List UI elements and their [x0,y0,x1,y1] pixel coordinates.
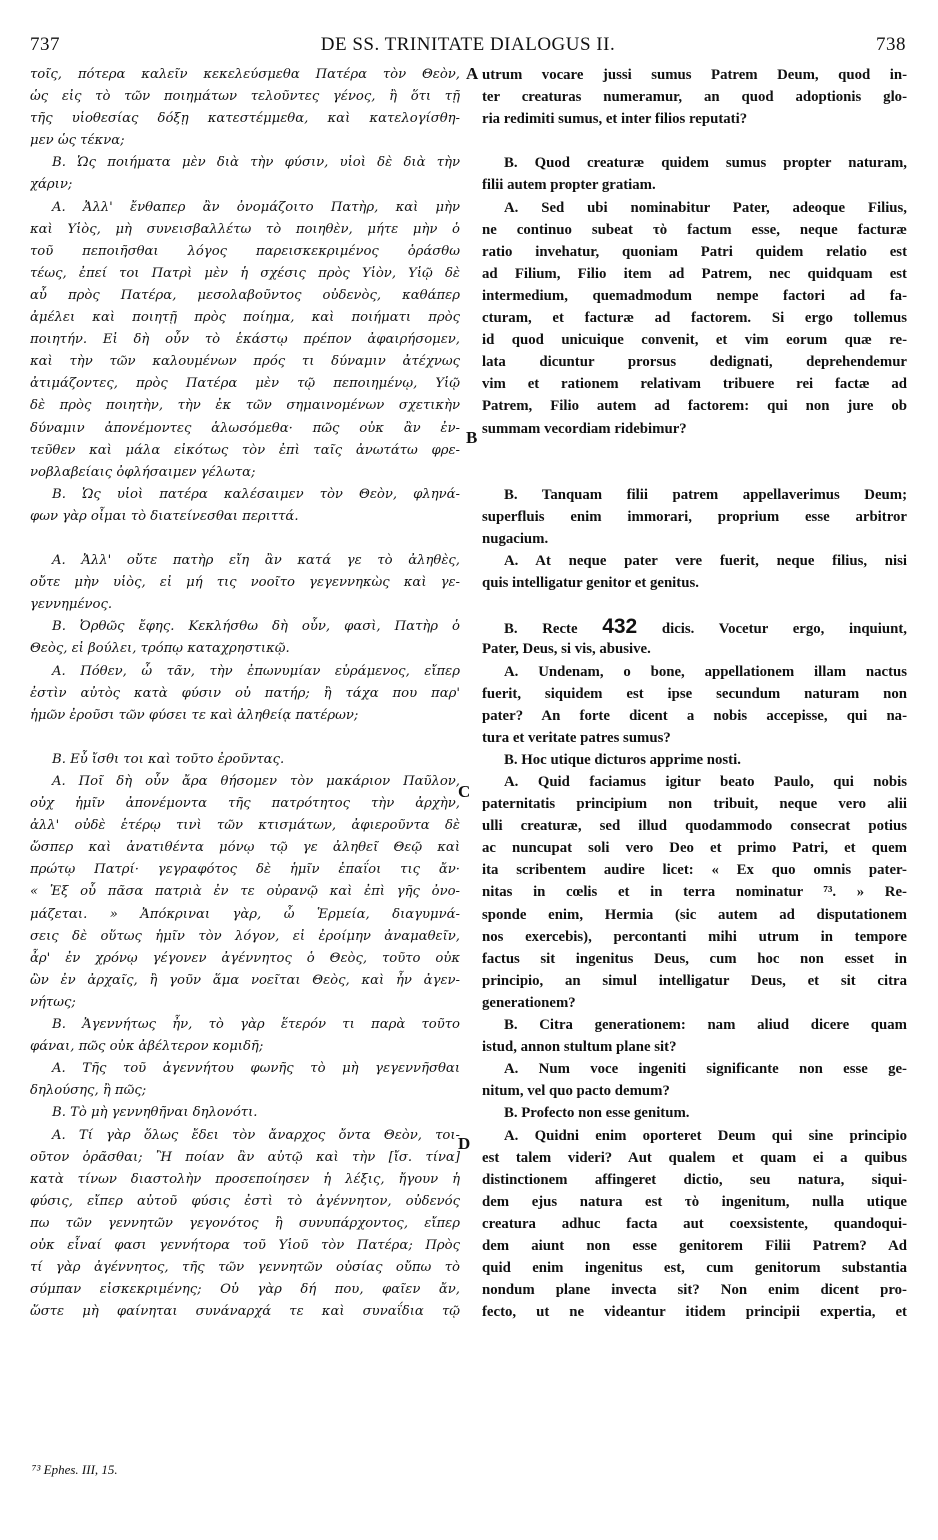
greek-line: πρώτῳ Πατρί· γεγραφότος δὲ ἡμῖν ἐπαΐοι τις ἄν· [30,862,460,878]
latin-line: ne continuo subeat τὸ factum esse, neque facturæ [482,221,907,238]
latin-recte-post: dicis. Vocetur ergo, inquiunt, [637,621,907,638]
greek-line: αὖ πρὸς Πατέρα, μεσολαβοῦντος οὐδενὸς, καθάπερ [30,287,460,303]
greek-line: τί γὰρ ἀγέννητος, τῆς τῶν γεννητῶν οὐσίας οὔπω τὸ [30,1260,460,1276]
latin-line: ulli creaturæ, sed illud quodammodo consecrat potius [482,818,907,835]
latin-line: B. Citra generationem: nam aliud dicere quam [504,1017,907,1034]
latin-line: quid enim ingenitus est, cum genitorum substantia [482,1260,907,1277]
latin-line: A. At neque pater vere fuerit, neque filius, nisi [504,553,907,570]
latin-line: nitum, vel quo pacto demum? [482,1083,670,1100]
greek-line: νοβλαβείαις ὀφλήσαιμεν γέλωτα; [30,464,256,480]
greek-line: καὶ Υἱὸς, μὴ συνεισβαλλέτω τὸ ποιηθὲν, μήτε μὴν ὁ [30,221,460,237]
greek-line: σεις δὲ οὕτως ἡμῖν τὸν λόγον, εἰ ἐροίμην ἀναμαθεῖν, [30,928,460,944]
greek-line: μεν ὡς τέκνα; [30,133,125,149]
greek-line: οῦτον ὁρᾶσθαι; Ἢ ποίαν ἂν αὐτῷ καὶ τὴν [ἴσ. τίνα] [30,1149,460,1165]
latin-line: B. Hoc utique dicturos apprime nosti. [504,751,741,768]
greek-line: ὢν ἐν ἀρχαῖς, ἢ γοῦν ἅμα νοεῖται Θεὸς, καὶ ἦν ἀγεν- [30,972,460,988]
greek-line: A. Ἀλλ' οὔτε πατὴρ εἴη ἂν κατά γε τὸ ἀληθὲς, [52,553,460,569]
latin-line: quis intelligatur genitor et genitus. [482,575,699,592]
latin-line: factus sit ingenitus Deus, cum hoc non esset in [482,950,907,967]
running-header [30,34,906,60]
greek-line: ἀμέλει καὶ ποιητῇ πρὸς ποίημα, καὶ ποιήματι πρὸς [30,310,460,326]
greek-line: σύμπαν εἰσκεκριμένης; Οὐ γὰρ δή που, φαῖεν ἄν, [30,1282,460,1298]
greek-line: B. Εὖ ἴσθι τοι καὶ τοῦτο ἐροῦντας. [52,751,285,767]
latin-line: ac nuncupat soli vero Deo et primo Patri, et quem [482,840,907,857]
latin-line: cturam, et facturæ ad factorem. Si ergo tollemus [482,310,907,327]
section-marker-b: B [466,428,478,447]
latin-line: ratio invehatur, quoniam Patri quidem relatio est [482,243,907,260]
latin-line: A. Num voce ingeniti significante non esse ge- [504,1061,907,1078]
latin-recte-pre: B. Recte [504,621,603,638]
latin-line: creatura adhuc facta aut coexsistente, quandoqui- [482,1215,907,1232]
greek-line: φάναι, πῶς οὐκ ἀβέλτερον κομιδῆ; [30,1039,264,1055]
latin-line: summam vecordiam ridebimur? [482,420,687,437]
section-marker-d: D [458,1134,471,1153]
latin-line: ad Filium, Filio item ad Patrem, nec quidquam est [482,265,907,282]
greek-line: γεννημένος. [30,597,113,613]
greek-line: καὶ τὴν τῶν καλουμένων πρός τι δύναμιν ἀτέχνως [30,354,460,370]
greek-line: οὐκ εἶναί φασι γεννήτορα τοῦ Υἱοῦ τὸν Πατέρα; Πρὸς [30,1237,460,1253]
greek-line: ὥστε μὴ φαίνηται συνάναρχά τε καὶ συναΐδια τῷ [30,1304,460,1320]
latin-line: nos exercebis), percontanti mihi utrum in tempore [482,928,907,945]
latin-line: A. Sed ubi nominabitur Pater, adeoque Filius, [504,199,907,216]
section-marker-a: A [466,64,479,83]
latin-line: Patrem, Filio autem ad factorem: qui non jure ob [482,398,907,415]
latin-line: dem aiunt non esse genitorem Filii Patrem? Ad [482,1237,907,1254]
greek-line: ὥσπερ καὶ ἀνατιθέντα μόνῳ τῷ γε ἀληθεῖ Θεῷ καὶ [30,840,460,856]
greek-line: φων γὰρ οἶμαι τὸ διατείνεσθαι περιττά. [30,508,299,524]
footnote: ⁷³ Ephes. III, 15. [32,1462,118,1477]
latin-line: filii autem propter gratiam. [482,177,656,194]
greek-column [30,64,460,1323]
greek-line: B. Ὀρθῶς ἔφης. Κεκλήσθω δὴ οὖν, φασὶ, Πατὴρ ὁ [52,619,460,635]
greek-line: ἆρ' ἐν χρόνῳ γέγονεν ἀγέννητος ὁ Θεὸς, τοῦτο οὐκ [30,950,460,966]
greek-line: ὡς εἰς τὸ τῶν ποιημάτων τελοῦντες γένος, ἢ ὅτι τῇ [30,89,460,105]
latin-line: ita scribentem audire licet: « Ex quo omnis pater- [482,862,907,879]
latin-line: paternitatis principium non tribuit, neque vero alii [482,796,907,813]
greek-line: A. Τῆς τοῦ ἀγεννήτου φωνῆς τὸ μὴ γεγεννῆσθαι [52,1061,460,1077]
greek-line: A. Ἀλλ' ἔνθαπερ ἂν ὀνομάζοιτο Πατὴρ, καὶ μὴν [52,199,460,215]
greek-line: ἡμῶν ἐροῦσι τῶν φύσει τε καὶ ἀληθείᾳ πατέρων; [30,707,359,723]
latin-line: tura et veritate patres sumus? [482,729,671,746]
latin-line: generationem? [482,994,576,1011]
greek-line: A. Τί γὰρ ὅλως ἔδει τὸν ἄναρχος ὄντα Θεὸν, τοι- [52,1127,460,1143]
greek-line: B. Ὡς ποιήματα μὲν διὰ τὴν φύσιν, υἱοὶ δὲ διὰ τὴν [52,155,460,171]
latin-line: Pater, Deus, si vis, abusive. [482,641,651,658]
page-number-right: 738 [876,34,906,55]
greek-line: τοῖς, πότερα καλεῖν κεκελεύσμεθα Πατέρα τὸν Θεὸν, [30,67,460,82]
latin-line: ter creaturas numeramur, an quod adoptionis glo- [482,89,907,106]
greek-line: οὔτε μὴν υἱὸς, εἰ μή τις νοοῖτο γεγεννηκὼς καὶ γε- [30,575,460,591]
greek-line: B. Ἀγεννήτως ἦν, τὸ γὰρ ἕτερόν τι παρὰ τοῦτο [52,1017,460,1033]
greek-line: A. Πόθεν, ὦ τᾶν, τὴν ἐπωνυμίαν εὑράμενος, εἴπερ [52,663,460,679]
latin-line: dem ejus natura est τὸ ingenitum, nulla utique [482,1193,907,1210]
greek-line: ἀτιμάζοντες, πρὸς Πατέρα μὲν τῷ πεποιημένῳ, Υἱῷ [30,376,460,392]
latin-line: id quod unicuique convenit, et vim eorum quæ re- [482,332,907,349]
greek-line: ποιητήν. Εἰ δὴ οὖν τὸ ἑκάστῳ πρέπον ἀφαιρήσομεν, [30,332,460,348]
greek-line: χάριν; [30,177,73,193]
latin-line [482,616,907,638]
latin-line: utrum vocare jussi sumus Patrem Deum, quod in- [482,67,907,83]
latin-line: principio, an simul intelligatur Deus, et sit citra [482,972,907,989]
latin-line: A. Quid faciamus igitur beato Paulo, qui nobis [504,774,907,790]
latin-line: sponde enim, Hermia (sic autem ad disputationem [482,906,907,923]
latin-line: B. Profecto non esse genitum. [504,1105,690,1122]
latin-line: superfluis enim immorari, proprium esse arbitror [482,508,907,525]
latin-column [482,64,907,1323]
latin-line: lata dicuntur prorsus dedignati, deprehendemur [482,354,907,371]
latin-line: distinctionem affingeret dictio, seu natura, siqui- [482,1171,907,1188]
latin-line: B. Tanquam filii patrem appellaverimus Deum; [504,486,907,503]
greek-line: φύσις, εἴπερ αὐτοῦ φύσις ἐστὶ τὸ ἀγέννητον, οὐδενός [30,1193,460,1209]
running-title: DE SS. TRINITATE DIALOGUS II. [320,34,616,55]
latin-line: ria redimiti sumus, et inter filios reputati? [482,111,748,128]
column-number: 432 [602,616,638,639]
latin-line: vim et rationem relativam tribuere rei factæ ad [482,376,907,393]
greek-line: τεῦθεν καὶ μάλα εἰκότως τὸν ἐπὶ ταῖς ἀνωτάτω φρε- [30,442,460,458]
page-number-left: 737 [30,34,60,55]
latin-line: est talem videri? Aut qualem et quam ei a quibus [482,1149,907,1166]
greek-line: μάζεται. » Ἀπόκριναι γὰρ, ὦ Ἑρμεία, διαγυμνά- [30,906,460,922]
greek-line: τέως, ἐπεί τοι Πατρὶ μὲν ἡ σχέσις πρὸς Υἱὸν, Υἱῷ δὲ [30,265,460,281]
greek-line: ἀλλ' οὐδὲ ἑτέρῳ τινὶ τῶν κτισμάτων, ἀφιεροῦντα δὲ [30,818,460,834]
latin-line: nugacium. [482,530,549,547]
greek-line: πω τῶν γεννητῶν γεγονότος ἢ συνυπάρχοντος, εἴπερ [30,1215,460,1231]
section-marker-c: C [458,782,471,801]
greek-line: B. Ὡς υἱοὶ πατέρα καλέσαιμεν τὸν Θεὸν, φληνά- [52,486,460,502]
greek-line: οὐχ ἡμῖν ἀπονέμοντα τῆς πατρότητος τὴν ἀρχὴν, [30,796,460,812]
greek-line: τῆς υἱοθεσίας δόξῃ κατεστέμμεθα, καὶ κατελογίσθη- [30,111,460,127]
greek-line: κατὰ τίνων διαστολὴν προσεποίησεν ἡ λέξις, ἤγουν ἡ [30,1171,460,1187]
latin-line: intermedium, quemadmodum nempe factori ad fa- [482,287,907,304]
latin-line: istud, annon stultum plane sit? [482,1039,677,1056]
greek-line: νήτως; [30,994,76,1010]
greek-line: « Ἐξ οὗ πᾶσα πατριὰ ἐν τε οὐρανῷ καὶ ἐπὶ γῆς ὀνο- [30,884,460,900]
latin-line: nitas in cœlis et in terra nominatur ⁷³. » Re- [482,884,907,901]
greek-line: δύναμιν ἀπονέμοντες ἁλωσόμεθα· πῶς οὐκ ἂν ἐν- [30,420,460,436]
greek-line: A. Ποῖ δὴ οὖν ἄρα θήσομεν τὸν μακάριον Παῦλον, [52,774,460,789]
latin-line: B. Quod creaturæ quidem sumus propter naturam, [504,155,907,172]
greek-line: B. Τὸ μὴ γεννηθῆναι δηλονότι. [52,1105,258,1121]
latin-line: A. Quidni enim oporteret Deum qui sine principio [504,1127,907,1144]
latin-line: fuerit, siquidem est ipse secundum naturam non [482,685,907,702]
latin-line: pater? An forte dicent a nobis accepisse, qui na- [482,707,907,724]
latin-line: A. Undenam, o bone, appellationem illam nactus [504,663,907,680]
latin-line: nondum plane invecta sit? Non enim dicent pro- [482,1282,907,1299]
greek-line: δηλούσης, ἢ πῶς; [30,1083,147,1099]
greek-line: Θεὸς, εἰ βούλει, τρόπῳ καταχρηστικῷ. [30,641,290,657]
greek-line: τοῦ πεποιῆσθαι λόγος παρεισκεκριμένος ὁράσθω [30,243,460,259]
greek-line: δὲ πρὸς ποιητὴν, τὴν ἐκ τῶν σημαινομένων σχετικὴν [30,398,460,414]
latin-line: fecto, ut ne videantur itidem principii expertia, et [482,1304,907,1321]
greek-line: ἐστὶν αὐτὸς κατὰ φύσιν οὐ πατήρ; ἢ τάχα που παρ' [30,685,460,701]
